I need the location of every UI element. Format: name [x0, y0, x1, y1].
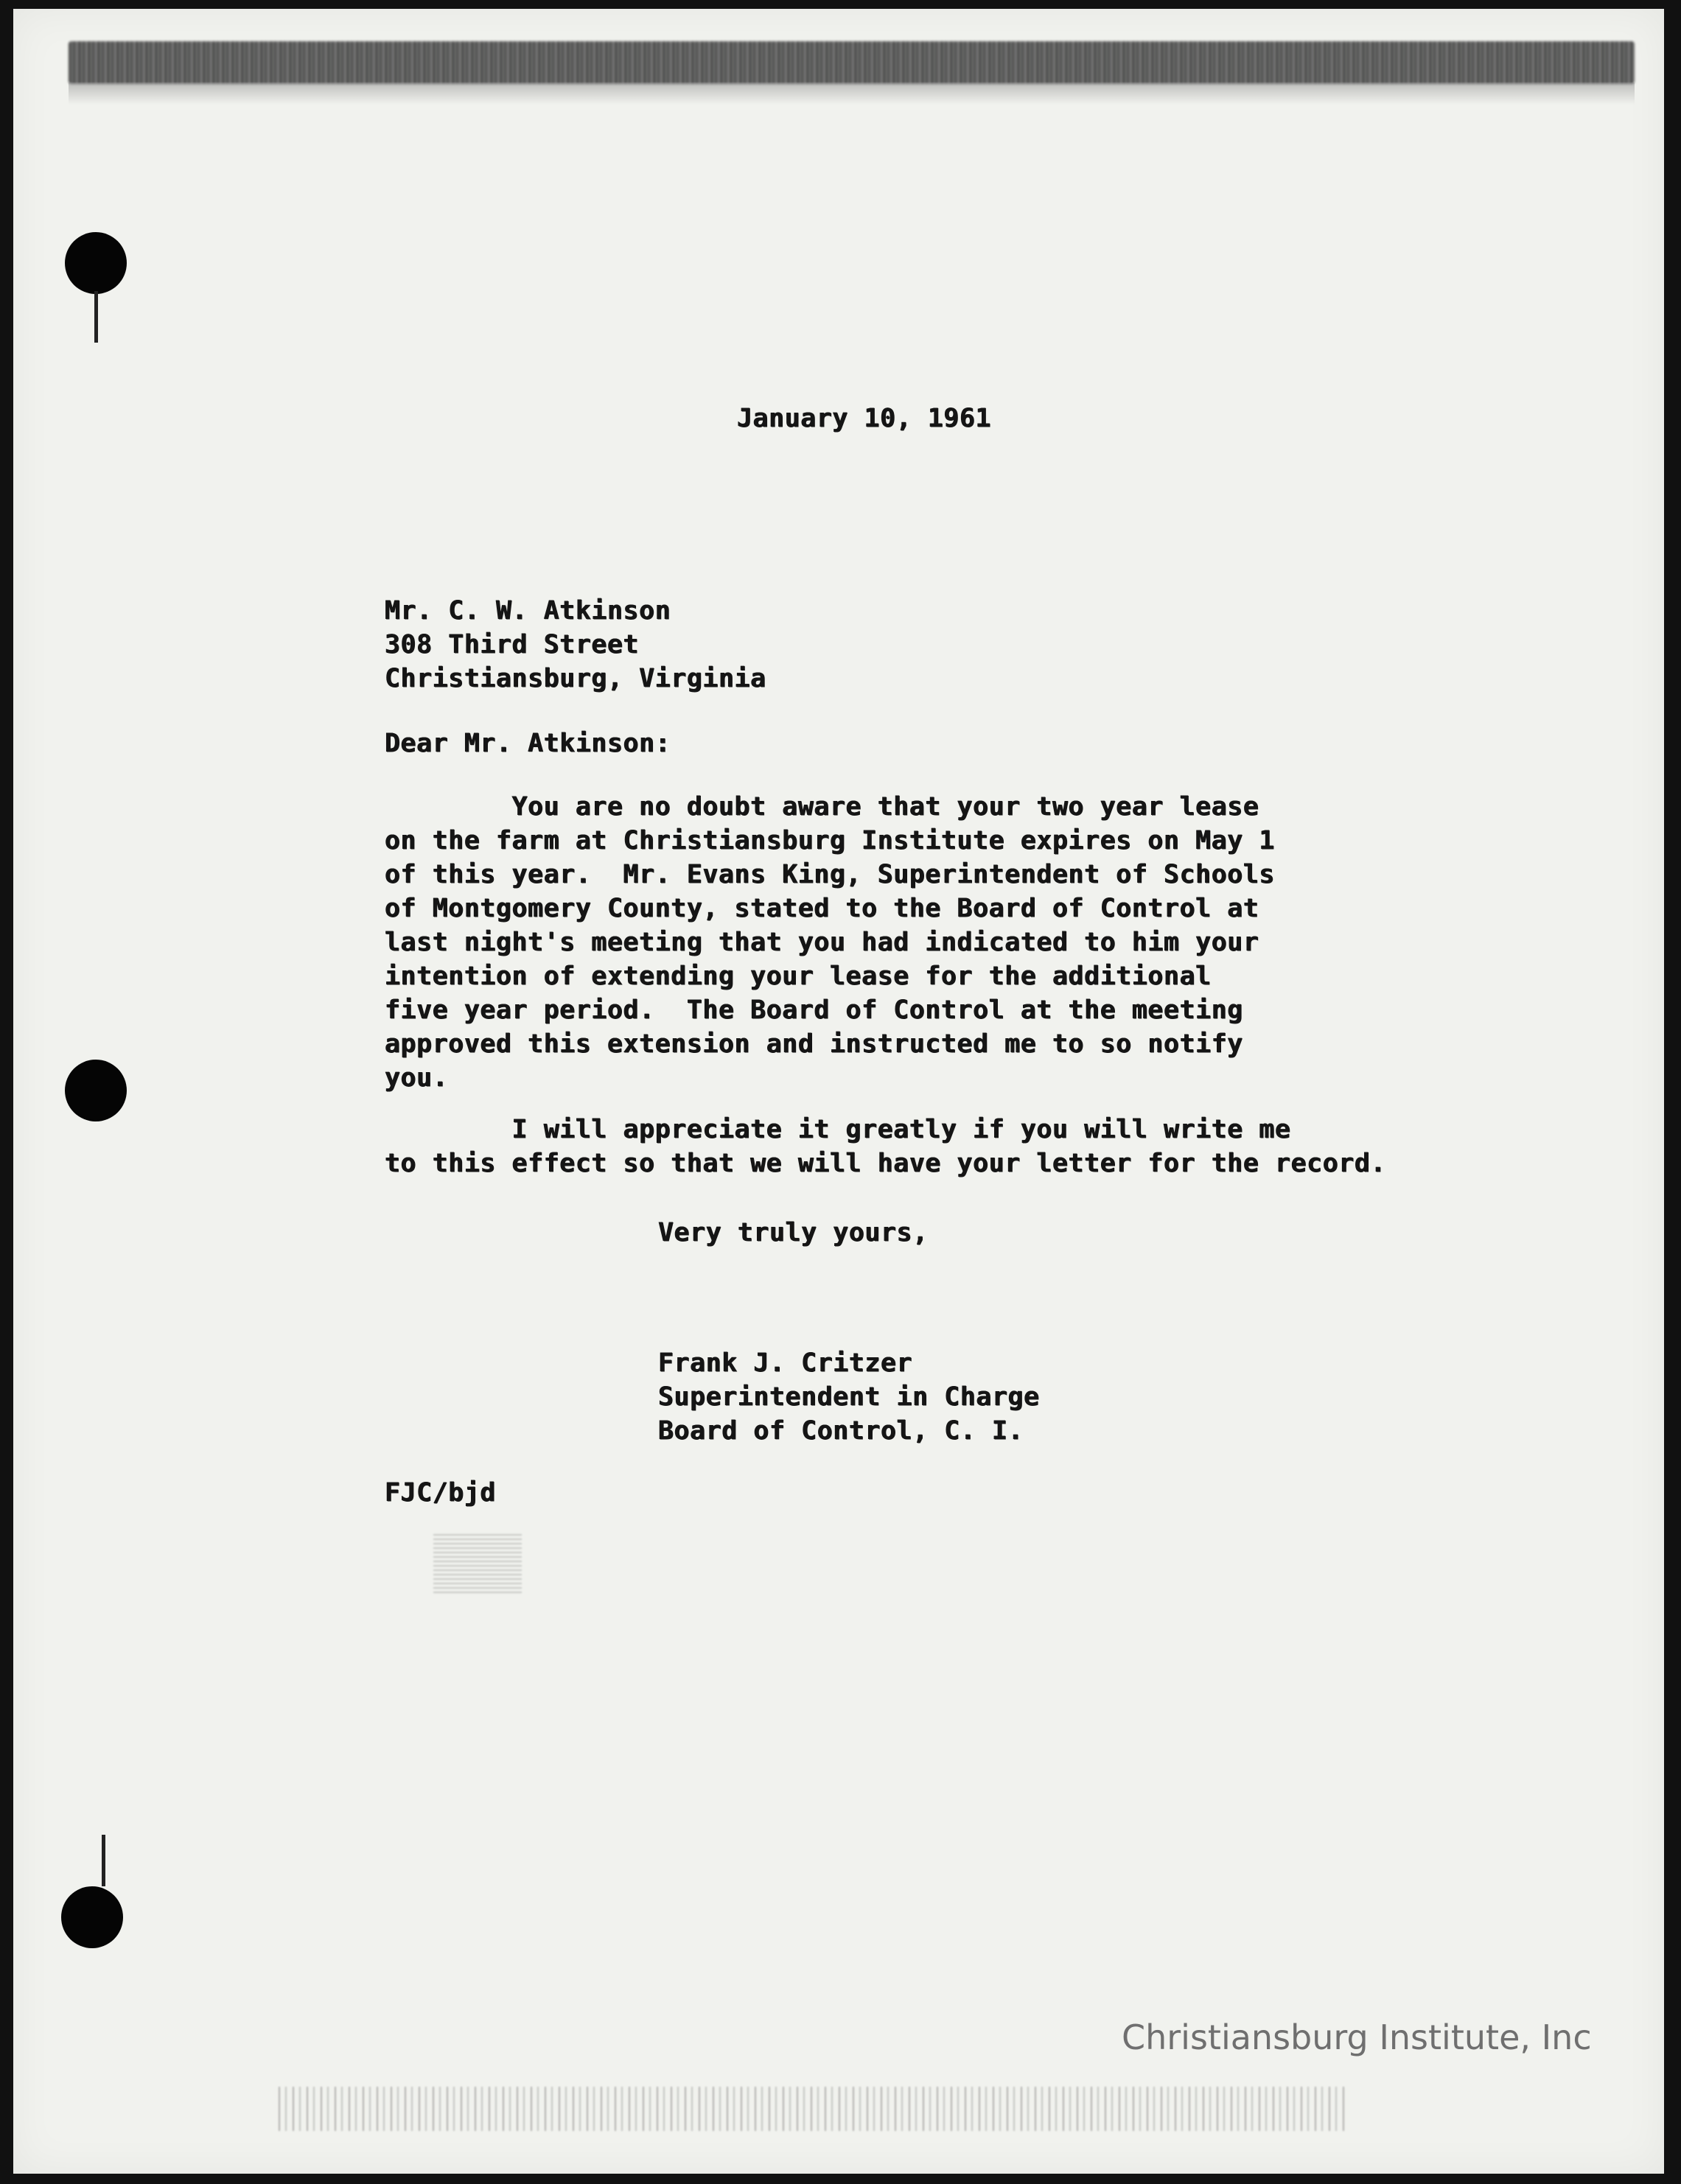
punch-hole-top	[65, 232, 127, 294]
punch-hole-bottom-tick	[102, 1835, 105, 1886]
copy-artifact-top-fade	[69, 83, 1635, 105]
letter-date: January 10, 1961	[737, 404, 992, 433]
signature-block	[658, 1346, 1040, 1448]
watermark: Christiansburg Institute, Inc	[1122, 2017, 1592, 2057]
signer-title: Superintendent in Charge	[658, 1382, 1040, 1412]
copy-artifact-bottom-noise	[279, 2087, 1347, 2131]
body-paragraph-2	[385, 1113, 1386, 1180]
paragraph-line: you.	[385, 1063, 449, 1093]
body-paragraph-1	[385, 790, 1275, 1095]
copy-artifact-smudge	[433, 1534, 522, 1593]
paragraph-line: last night's meeting that you had indicated to him your	[385, 928, 1259, 957]
paragraph-line: of this year. Mr. Evans King, Superintendent of Schools	[385, 860, 1276, 889]
recipient-street: 308 Third Street	[385, 630, 640, 659]
punch-hole-bottom	[61, 1886, 123, 1948]
recipient-name: Mr. C. W. Atkinson	[385, 596, 671, 626]
salutation: Dear Mr. Atkinson:	[385, 729, 671, 758]
reference-initials: FJC/bjd	[385, 1478, 497, 1508]
paragraph-line: You are no doubt aware that your two year lease	[385, 792, 1259, 822]
punch-hole-middle	[65, 1060, 127, 1121]
recipient-address	[385, 594, 766, 696]
paragraph-line: I will appreciate it greatly if you will write me	[385, 1115, 1291, 1144]
signer-organization: Board of Control, C. I.	[658, 1416, 1024, 1446]
signer-name: Frank J. Critzer	[658, 1348, 913, 1378]
paragraph-line: to this effect so that we will have your letter for the record.	[385, 1149, 1387, 1178]
paragraph-line: intention of extending your lease for the additional	[385, 962, 1212, 991]
paragraph-line: approved this extension and instructed me to so notify	[385, 1029, 1243, 1059]
paragraph-line: on the farm at Christiansburg Institute expires on May 1	[385, 826, 1276, 855]
paragraph-line: five year period. The Board of Control at the meeting	[385, 995, 1243, 1025]
copy-artifact-top-band	[69, 41, 1635, 84]
complimentary-close: Very truly yours,	[658, 1218, 929, 1247]
paragraph-line: of Montgomery County, stated to the Board of Control at	[385, 894, 1259, 923]
recipient-city: Christiansburg, Virginia	[385, 664, 766, 693]
punch-hole-top-tick	[94, 291, 98, 343]
